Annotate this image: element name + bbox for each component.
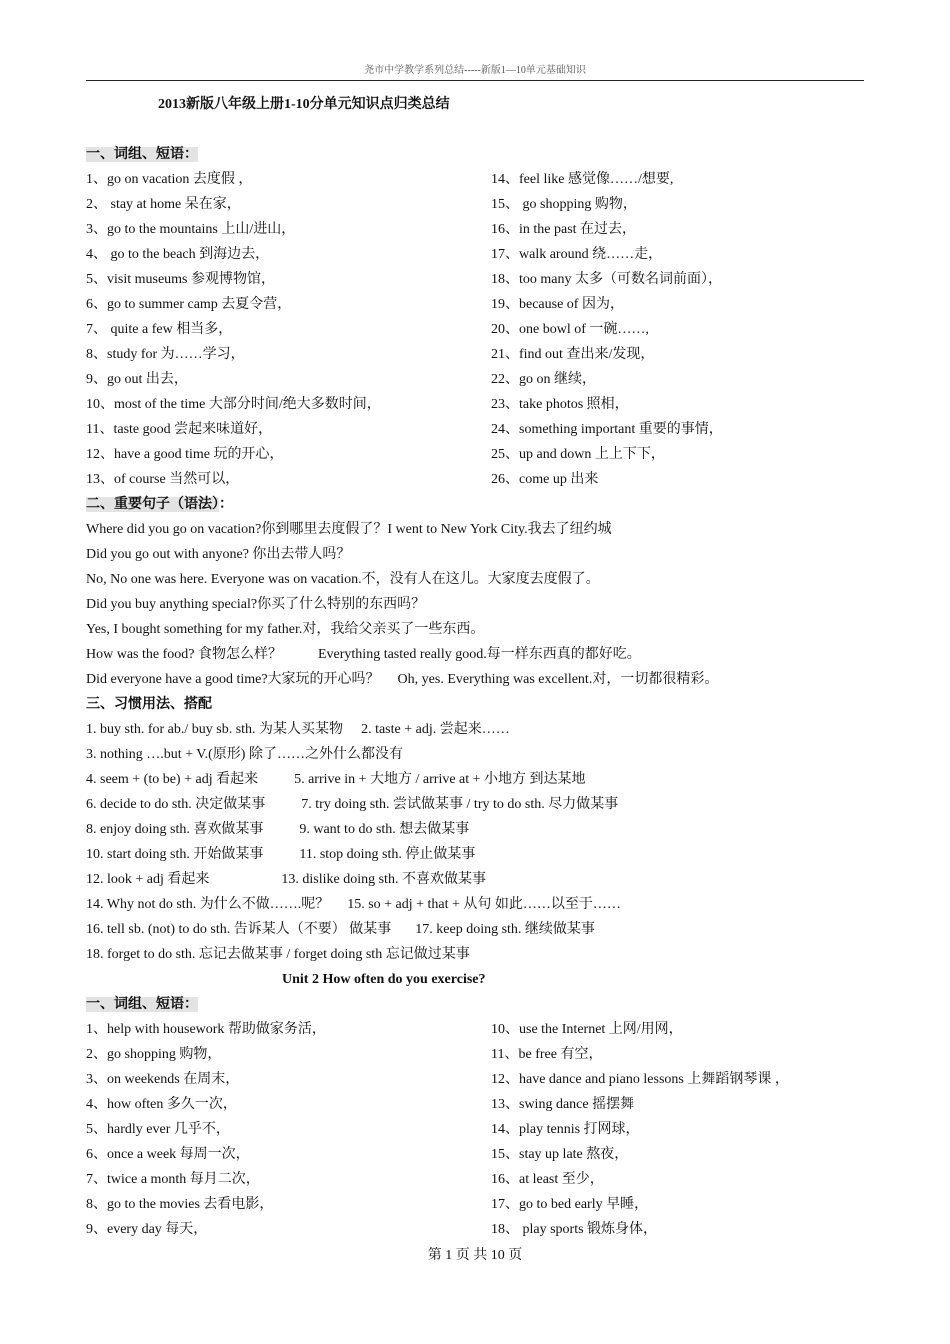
unit1-sentences-heading [86,492,864,517]
phrase-item: 17、go to bed early 早睡， [491,1197,649,1212]
unit1-phrases-grid [86,167,864,492]
unit2-phrases-right [491,1017,864,1242]
phrase-item: 2、go shopping 购物， [86,1047,222,1062]
heading-colon: ： [219,497,233,512]
phrase-item: 7、 quite a few 相当多， [86,322,233,337]
header-rule [86,80,864,81]
phrase-item: 8、go to the movies 去看电影， [86,1197,274,1212]
usage-line [86,842,864,867]
phrase-item: 13、swing dance 摇摆舞 [491,1097,635,1112]
phrase-item: 4、how often 多久一次， [86,1097,237,1112]
unit2-phrases-left [86,1017,491,1242]
phrase-item: 22、go on 继续， [491,372,596,387]
sentence-line: Yes, I bought something for my father.对，我给父亲买了一些东西。 [86,622,485,637]
usage-line [86,717,864,742]
usage-item: 16. tell sb. (not) to do sth. 告诉某人（不要） 做某事 [86,922,392,937]
unit1-sentences-heading-text: 二、重要句子（语法） [86,497,219,512]
phrase-item: 16、in the past 在过去， [491,222,637,237]
sentence-question: Did everyone have a good time?大家玩的开心吗？ [86,672,380,687]
usage-item: 7. try doing sth. 尝试做某事 / try to do sth. 尽力做某事 [301,797,619,812]
usage-item: 13. dislike doing sth. 不喜欢做某事 [281,872,486,887]
usage-item: 10. start doing sth. 开始做某事 [86,847,264,862]
phrase-item: 4、 go to the beach 到海边去， [86,247,270,262]
phrase-item: 26、come up 出来 [491,472,599,487]
phrase-item: 20、one bowl of 一碗……, [491,322,649,337]
page-content [86,94,864,1242]
sentence-answer: Oh, yes. Everything was excellent.对，一切都很精彩。 [397,672,719,687]
phrase-item: 7、twice a month 每月二次， [86,1172,260,1187]
usage-item: 9. want to do sth. 想去做某事 [299,822,470,837]
sentence-line: Did you buy anything special?你买了什么特别的东西吗？ [86,597,426,612]
usage-item: 14. Why not do sth. 为什么不做…….呢？ [86,897,330,912]
usage-item: 15. so + adj + that + 从句 如此……以至于…… [347,897,621,912]
sentence-line [86,667,864,692]
usage-item: 17. keep doing sth. 继续做某事 [415,922,595,937]
unit1-phrases-heading-text: 一、词组、短语： [86,147,198,162]
usage-line [86,892,864,917]
phrase-item: 25、up and down 上上下下， [491,447,665,462]
usage-item: 2. taste + adj. 尝起来…… [361,722,510,737]
phrase-item: 15、stay up late 熬夜， [491,1147,629,1162]
unit2-phrases-heading [86,992,864,1017]
phrase-item: 8、study for 为……学习， [86,347,245,362]
usage-line [86,817,864,842]
usage-line [86,742,864,767]
usage-line [86,792,864,817]
phrase-item: 15、 go shopping 购物， [491,197,637,212]
document-title: 2013新版八年级上册1-10分单元知识点归类总结 [158,97,450,112]
sentence-answer: Everything tasted really good.每一样东西真的都好吃。 [317,647,641,662]
phrase-item: 14、play tennis 打网球， [491,1122,640,1137]
phrase-item: 2、 stay at home 呆在家， [86,197,241,212]
phrase-item: 14、feel like 感觉像……/想要, [491,172,674,187]
sentence-question: How was the food? 食物怎么样？ [86,647,282,662]
phrase-item: 23、take photos 照相， [491,397,629,412]
spacer [86,116,864,142]
phrase-item: 5、visit museums 参观博物馆， [86,272,276,287]
usage-item: 4. seem + (to be) + adj 看起来 [86,772,259,787]
phrase-item: 5、hardly ever 几乎不， [86,1122,230,1137]
usage-item: 6. decide to do sth. 决定做某事 [86,797,266,812]
usage-line [86,942,864,967]
usage-item: 18. forget to do sth. 忘记去做某事 / forget doing sth 忘记做过某事 [86,947,470,962]
unit1-phrases-left [86,167,491,492]
phrase-item: 3、go to the mountains 上山/进山， [86,222,296,237]
usage-item: 12. look + adj 看起来 [86,872,210,887]
phrase-item: 11、taste good 尝起来味道好， [86,422,273,437]
unit2-phrases-grid [86,1017,864,1242]
phrase-item: 24、something important 重要的事情， [491,422,723,437]
phrase-item: 19、because of 因为， [491,297,624,312]
phrase-item: 9、every day 每天， [86,1222,208,1237]
phrase-item: 9、go out 出去， [86,372,188,387]
phrase-item: 6、go to summer camp 去夏令营， [86,297,292,312]
phrase-item: 3、on weekends 在周末， [86,1072,240,1087]
sentence-line: No, No one was here. Everyone was on vacation.不，没有人在这儿。大家度去度假了。 [86,572,600,587]
phrase-item: 1、help with housework 帮助做家务活， [86,1022,326,1037]
unit2-title: Unit 2 How often do you exercise? [282,972,486,987]
page-header: 尧市中学教学系列总结-----新版1—10单元基础知识 [364,65,586,76]
usage-line [86,917,864,942]
phrase-item: 12、have dance and piano lessons 上舞蹈钢琴课 ， [491,1072,789,1087]
unit1-phrases-heading [86,142,864,167]
phrase-item: 11、be free 有空， [491,1047,603,1062]
phrase-item: 10、use the Internet 上网/用网， [491,1022,683,1037]
unit2-phrases-heading-text: 一、词组、短语： [86,997,198,1012]
usage-item: 11. stop doing sth. 停止做某事 [299,847,476,862]
usage-item: 5. arrive in + 大地方 / arrive at + 小地方 到达某地 [294,772,586,787]
phrase-item: 17、walk around 绕……走， [491,247,663,262]
unit1-phrases-right [491,167,864,492]
page-footer: 第 1 页 共 10 页 [427,1248,523,1263]
sentence-line: Where did you go on vacation?你到哪里去度假了？I went to New York City.我去了纽约城 [86,522,612,537]
phrase-item: 10、most of the time 大部分时间/绝大多数时间， [86,397,381,412]
phrase-item: 12、have a good time 玩的开心， [86,447,284,462]
unit1-usage-heading: 三、习惯用法、搭配 [86,697,212,712]
phrase-item: 6、once a week 每周一次， [86,1147,250,1162]
phrase-item: 16、at least 至少， [491,1172,604,1187]
phrase-item: 13、of course 当然可以， [86,472,240,487]
sentence-line [86,642,864,667]
usage-item: 3. nothing ….but + V.(原形) 除了……之外什么都没有 [86,747,403,762]
phrase-item: 1、go on vacation 去度假 ， [86,172,253,187]
usage-item: 8. enjoy doing sth. 喜欢做某事 [86,822,264,837]
sentence-line: Did you go out with anyone? 你出去带人吗？ [86,547,351,562]
usage-line [86,867,864,892]
usage-line [86,767,864,792]
phrase-item: 18、 play sports 锻炼身体， [491,1222,658,1237]
phrase-item: 21、find out 查出来/发现， [491,347,655,362]
phrase-item: 18、too many 太多（可数名词前面）， [491,272,722,287]
usage-item: 1. buy sth. for ab./ buy sb. sth. 为某人买某物 [86,722,344,737]
